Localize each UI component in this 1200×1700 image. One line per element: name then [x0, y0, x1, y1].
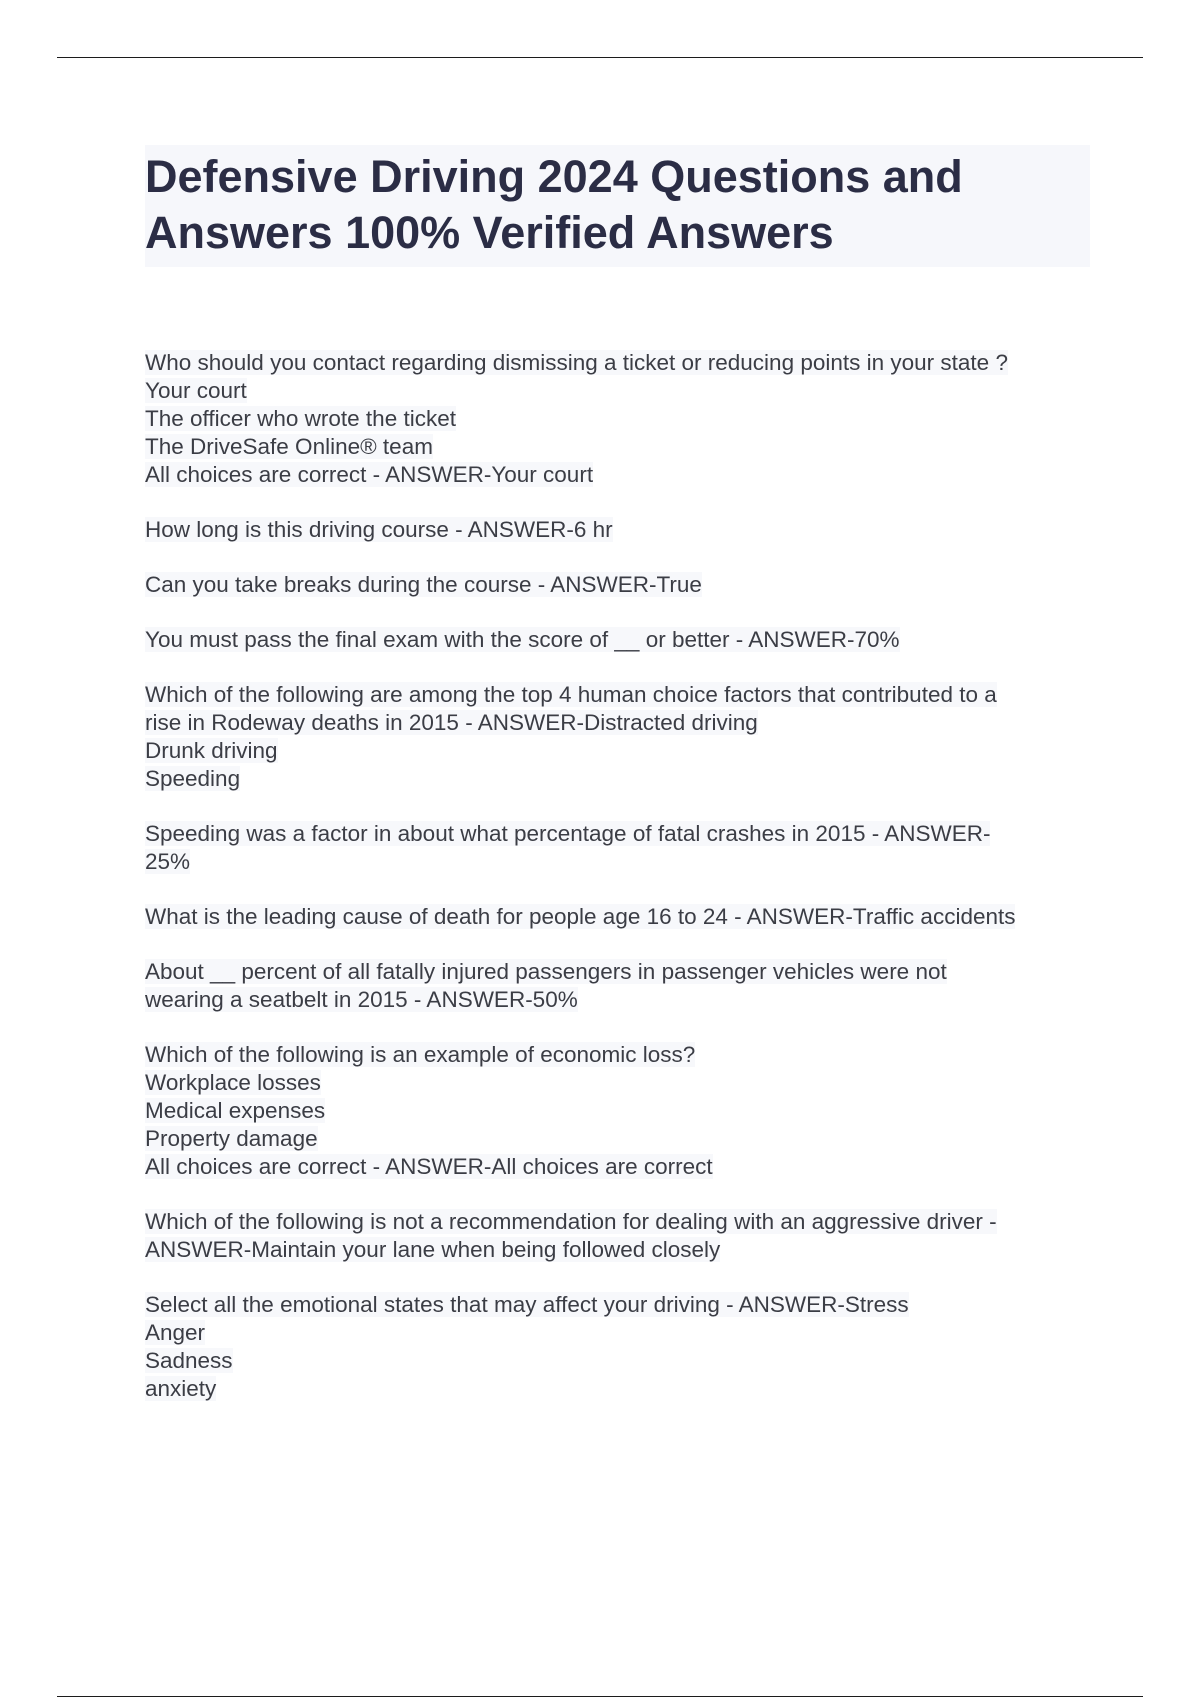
line-text: Which of the following is an example of economic loss? — [145, 1042, 696, 1067]
answer-line — [145, 1069, 1090, 1097]
answer-line — [145, 1125, 1090, 1153]
answer-line — [145, 1097, 1090, 1125]
line-text: Can you take breaks during the course - ANSWER-True — [145, 572, 702, 597]
line-text: Workplace losses — [145, 1070, 321, 1095]
qa-item — [145, 349, 1090, 489]
question-text — [145, 1041, 1090, 1069]
answer-line — [145, 1236, 1090, 1264]
qa-item — [145, 820, 1090, 876]
answer-line — [145, 1319, 1090, 1347]
question-text — [145, 958, 1090, 986]
line-text: Which of the following is not a recommendation for dealing with an aggressive driver - — [145, 1209, 997, 1234]
line-text: How long is this driving course - ANSWER-6 hr — [145, 517, 613, 542]
question-answer-list — [145, 349, 1090, 1403]
line-text: ANSWER-Maintain your lane when being followed closely — [145, 1237, 721, 1262]
question-text — [145, 903, 1090, 931]
line-text: rise in Rodeway deaths in 2015 - ANSWER-Distracted driving — [145, 710, 758, 735]
answer-line — [145, 1375, 1090, 1403]
line-text: The officer who wrote the ticket — [145, 406, 456, 431]
answer-line — [145, 1153, 1090, 1181]
answer-line — [145, 986, 1090, 1014]
question-text — [145, 681, 1090, 709]
line-text: Sadness — [145, 1348, 233, 1373]
line-text: Drunk driving — [145, 738, 278, 763]
answer-line — [145, 377, 1090, 405]
question-text — [145, 516, 1090, 544]
line-text: All choices are correct - ANSWER-All choices are correct — [145, 1154, 713, 1179]
answer-line — [145, 405, 1090, 433]
line-text: About __ percent of all fatally injured passengers in passenger vehicles were not — [145, 959, 947, 984]
answer-line — [145, 709, 1090, 737]
question-text — [145, 571, 1090, 599]
qa-item — [145, 681, 1090, 793]
question-text — [145, 349, 1090, 377]
bottom-rule — [57, 1696, 1143, 1697]
qa-item — [145, 958, 1090, 1014]
line-text: wearing a seatbelt in 2015 - ANSWER-50% — [145, 987, 578, 1012]
line-text: Property damage — [145, 1126, 318, 1151]
line-text: Who should you contact regarding dismissing a ticket or reducing points in your state ? — [145, 350, 1008, 375]
line-text: Speeding was a factor in about what percentage of fatal crashes in 2015 - ANSWER- — [145, 821, 991, 846]
title-block — [145, 145, 1090, 267]
answer-line — [145, 1347, 1090, 1375]
line-text: Select all the emotional states that may affect your driving - ANSWER-Stress — [145, 1292, 909, 1317]
top-rule — [57, 57, 1143, 58]
question-text — [145, 820, 1090, 848]
document-title: Defensive Driving 2024 Questions and Answers 100% Verified Answers — [145, 151, 963, 258]
answer-line — [145, 765, 1090, 793]
line-text: Speeding — [145, 766, 241, 791]
answer-line — [145, 848, 1090, 876]
qa-item — [145, 626, 1090, 654]
qa-item — [145, 571, 1090, 599]
line-text: Anger — [145, 1320, 206, 1345]
qa-item — [145, 903, 1090, 931]
line-text: Which of the following are among the top 4 human choice factors that contributed to a — [145, 682, 997, 707]
question-text — [145, 1208, 1090, 1236]
line-text: All choices are correct - ANSWER-Your court — [145, 462, 594, 487]
line-text: What is the leading cause of death for people age 16 to 24 - ANSWER-Traffic accidents — [145, 904, 1016, 929]
qa-item — [145, 1041, 1090, 1181]
document-body — [145, 145, 1090, 1430]
line-text: anxiety — [145, 1376, 217, 1401]
question-text — [145, 626, 1090, 654]
question-text — [145, 1291, 1090, 1319]
line-text: The DriveSafe Online® team — [145, 434, 433, 459]
qa-item — [145, 1208, 1090, 1264]
line-text: 25% — [145, 849, 191, 874]
answer-line — [145, 737, 1090, 765]
line-text: You must pass the final exam with the score of __ or better - ANSWER-70% — [145, 627, 900, 652]
answer-line — [145, 433, 1090, 461]
line-text: Your court — [145, 378, 247, 403]
qa-item — [145, 1291, 1090, 1403]
line-text: Medical expenses — [145, 1098, 326, 1123]
answer-line — [145, 461, 1090, 489]
qa-item — [145, 516, 1090, 544]
